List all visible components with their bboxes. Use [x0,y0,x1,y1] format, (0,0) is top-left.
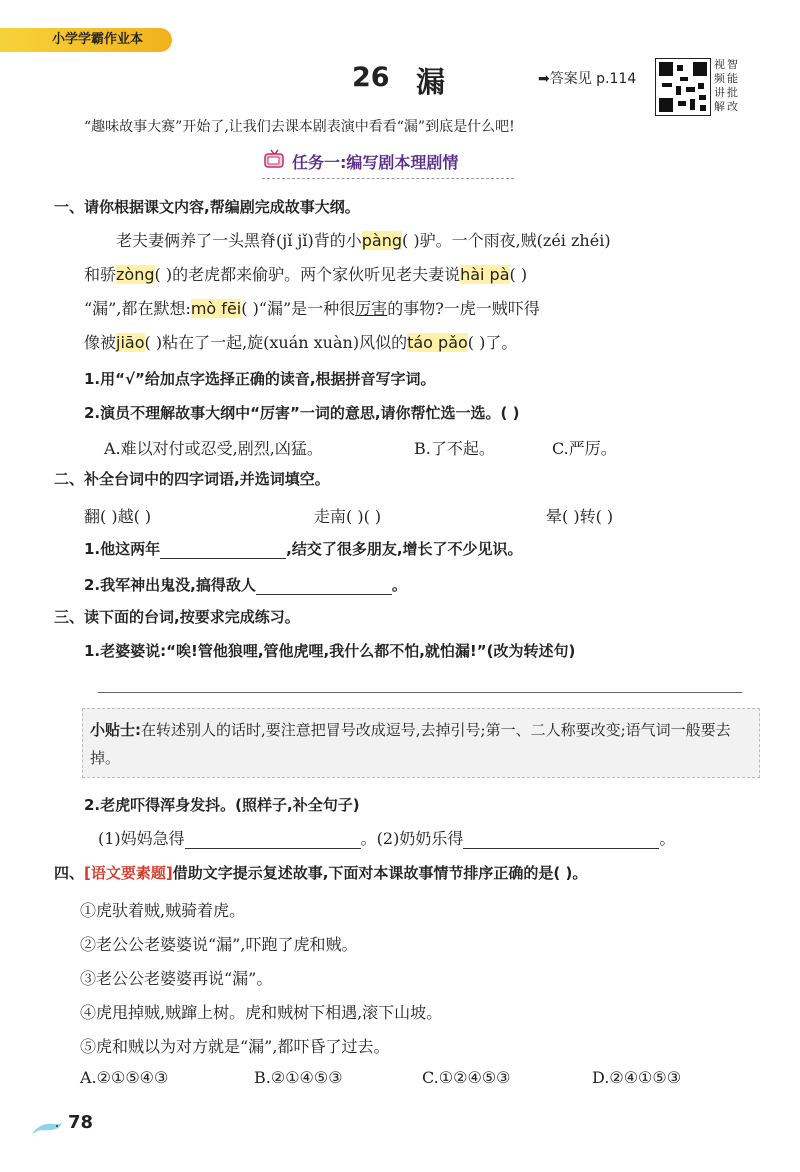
pinyin-mofei: mò fēi [190,299,242,318]
outline-line3: “漏”,都在默想:mò fēi( )“漏”是一种很厉害的事物?一虎一贼吓得 [84,299,540,318]
pinyin-haipa: hài pà [460,265,510,284]
idiom-1[interactable]: 翻( )越( ) [84,507,152,526]
choice-a[interactable]: A.②①⑤④③ [80,1068,169,1087]
plot-item: ⑤虎和贼以为对方就是“漏”,都吓昏了过去。 [80,1037,390,1056]
plot-item: ②老公公老婆婆说“漏”,吓跑了虎和贼。 [80,935,358,954]
idiom-3[interactable]: 晕( )转( ) [546,507,614,526]
section2-heading: 二、补全台词中的四字词语,并选词填空。 [54,470,330,488]
lesson-title: 漏 [416,65,446,99]
answer-blank[interactable] [463,829,659,849]
option-c[interactable]: C.严厉。 [552,439,617,458]
pinyin-pang: pàng [361,231,402,250]
tip-content: 小贴士:在转述别人的话时,要注意把冒号改成逗号,去掉引号;第一、二人称要改变;语气词一般要去掉。 [90,721,731,767]
answer-blank[interactable] [185,829,361,849]
answer-blank[interactable] [256,576,392,595]
section2-q2: 2.我军神出鬼没,搞得敌人 。 [84,576,407,594]
pinyin-jiao: jiāo [116,333,145,352]
choice-b[interactable]: B.②①④⑤③ [254,1068,343,1087]
section1-q1: 1.用“√”给加点字选择正确的读音,根据拼音写字词。 [84,370,436,388]
option-a[interactable]: A.难以对付或忍受,剧烈,凶猛。 [104,439,323,458]
idiom-2[interactable]: 走南( )( ) [314,507,382,526]
option-b[interactable]: B.了不起。 [414,439,495,458]
section3-q2: 2.老虎吓得浑身发抖。(照样子,补全句子) [84,796,360,814]
qr-caption: 视 频 讲 解 智 能 批 改 [714,58,738,113]
section3-q2-blanks: (1)妈妈急得 。(2)奶奶乐得 。 [98,829,676,848]
plot-item: ①虎驮着贼,贼骑着虎。 [80,901,246,920]
choice-d[interactable]: D.②④①⑤③ [592,1068,682,1087]
answer-line[interactable] [98,692,742,693]
intro-text: “趣味故事大赛”开始了,让我们去课本剧表演中看看“漏”到底是什么吧! [84,119,515,135]
task-title: 任务一:编写剧本理剧情 [292,153,459,172]
answer-blank[interactable] [160,540,286,559]
outline-line4: 像被jiāo( )粘在了一起,旋(xuán xuàn)风似的táo pǎo( )了。 [84,333,518,352]
lesson-number: 26 [352,62,390,93]
tv-icon [264,149,286,169]
section3-q1: 1.老婆婆说:“唉!管他狼哩,管他虎哩,我什么都不怕,就怕漏!”(改为转述句) [84,642,576,660]
page-number: 78 [68,1112,94,1133]
plot-item: ③老公公老婆婆再说“漏”。 [80,969,273,988]
task-divider [262,178,514,179]
word-lihai: 厉害 [355,299,388,318]
outline-line1: 老夫妻俩养了一头黑脊(jǐ jǐ)背的小pàng( )驴。一个雨夜,贼(zéi zhéi) [116,231,611,250]
header-banner: 小学学霸作业本 [0,28,172,52]
section1-q2: 2.演员不理解故事大纲中“厉害”一词的意思,请你帮忙选一选。( ) [84,404,520,422]
section2-q1: 1.他这两年 ,结交了很多朋友,增长了不少见识。 [84,540,523,558]
section3-heading: 三、读下面的台词,按要求完成练习。 [54,608,300,626]
dolphin-icon [30,1118,64,1138]
pinyin-zong: zòng [116,265,155,284]
plot-item: ④虎甩掉贼,贼蹿上树。虎和贼树下相遇,滚下山坡。 [80,1003,443,1022]
choice-c[interactable]: C.①②④⑤③ [422,1068,511,1087]
answer-reference: ➡答案见 p.114 [538,71,637,87]
qr-code-icon[interactable] [655,58,711,116]
section4-heading: 四、[语文要素题]借助文字提示复述故事,下面对本课故事情节排序正确的是( )。 [54,864,588,882]
section1-heading: 一、请你根据课文内容,帮编剧完成故事大纲。 [54,198,360,216]
element-tag: [语文要素题] [84,864,173,882]
pinyin-taopao: táo pǎo [407,333,468,352]
outline-line2: 和骄zòng( )的老虎都来偷驴。两个家伙听见老夫妻说hài pà( ) [84,265,528,284]
